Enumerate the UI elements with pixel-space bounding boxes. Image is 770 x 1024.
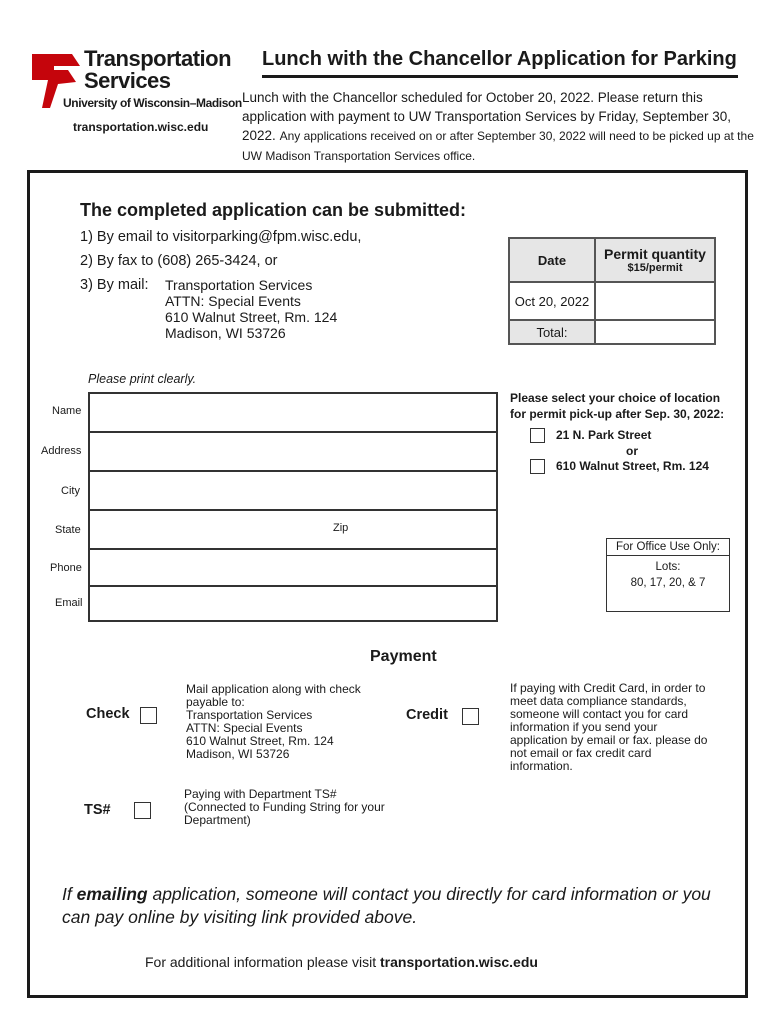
total-label: Total: (509, 320, 595, 344)
credit-checkbox[interactable] (462, 708, 479, 725)
footer-info: For additional information please visit transportation.wisc.edu (145, 954, 538, 970)
city-label: City (61, 485, 80, 497)
date-value: Oct 20, 2022 (509, 282, 595, 320)
lots-label: Lots: (655, 561, 681, 573)
phone-field[interactable] (88, 548, 498, 587)
brand-name: Transportation Services (84, 46, 232, 93)
pickup-park-street-checkbox[interactable] (530, 428, 545, 443)
page-title: Lunch with the Chancellor Application for Parking (262, 48, 738, 78)
website-link[interactable]: transportation.wisc.edu (73, 120, 209, 134)
pickup-option-1: 21 N. Park Street (556, 428, 652, 442)
total-input[interactable] (595, 320, 715, 344)
check-instructions: Mail application along with check payable to: Transportation Services ATTN: Special Events 610 Walnut Street, Rm. 124 Madison, WI 53726 (186, 682, 361, 761)
check-label: Check (86, 706, 130, 722)
ts-label: TS# (84, 802, 111, 818)
address-label: Address (41, 445, 82, 457)
email-field[interactable] (88, 585, 498, 622)
submit-method-email: 1) By email to visitorparking@fpm.wisc.edu, (80, 229, 362, 245)
permit-table (508, 237, 716, 345)
permit-quantity-input[interactable] (595, 282, 715, 320)
payment-heading: Payment (370, 648, 437, 665)
footer-link[interactable]: transportation.wisc.edu (380, 954, 538, 970)
office-use-heading: For Office Use Only: (607, 539, 729, 556)
state-zip-field[interactable] (88, 509, 498, 550)
date-header: Date (509, 238, 595, 282)
city-field[interactable] (88, 470, 498, 511)
check-checkbox[interactable] (140, 707, 157, 724)
pickup-or: or (626, 444, 638, 458)
office-use-box (606, 538, 730, 612)
pickup-walnut-street-checkbox[interactable] (530, 459, 545, 474)
lots-value: 80, 17, 20, & 7 (630, 577, 706, 589)
address-field[interactable] (88, 431, 498, 472)
university-name: University of Wisconsin–Madison (63, 96, 242, 110)
print-note: Please print clearly. (88, 372, 197, 386)
intro-text: Lunch with the Chancellor scheduled for October 20, 2022. Please return this application with payment to UW Transportation Services by Friday, September 30, 2022. Any applications received on or after September 30, 2022 will need to be picked up at the UW Madison Transportation Services office. (242, 90, 754, 163)
mail-address: Transportation Services ATTN: Special Events 610 Walnut Street, Rm. 124 Madison, WI 53726 (165, 277, 338, 341)
credit-instructions: If paying with Credit Card, in order to meet data compliance standards, someone will contact you for card information if you send your application by email or fax. please do not email or fax credit card information. (510, 681, 708, 773)
credit-label: Credit (406, 707, 448, 723)
submit-method-fax: 2) By fax to (608) 265-3424, or (80, 253, 278, 269)
submission-heading: The completed application can be submitted: (80, 200, 467, 220)
name-label: Name (52, 405, 82, 417)
permit-quantity-header: Permit quantity $15/permit (595, 238, 715, 282)
zip-label: Zip (333, 522, 349, 534)
ts-instructions: Paying with Department TS# (Connected to Funding String for your Department) (184, 787, 385, 827)
submit-method-mail: 3) By mail: (80, 277, 149, 293)
name-field[interactable] (88, 392, 498, 433)
email-label: Email (55, 597, 83, 609)
pickup-option-2: 610 Walnut Street, Rm. 124 (556, 459, 709, 473)
phone-label: Phone (50, 562, 82, 574)
pickup-prompt: Please select your choice of location for permit pick-up after Sep. 30, 2022: (510, 391, 725, 421)
state-label: State (55, 524, 81, 536)
email-payment-note: If emailing application, someone will contact you directly for card information or you can pay online by visiting link provided above. (62, 884, 711, 927)
ts-checkbox[interactable] (134, 802, 151, 819)
